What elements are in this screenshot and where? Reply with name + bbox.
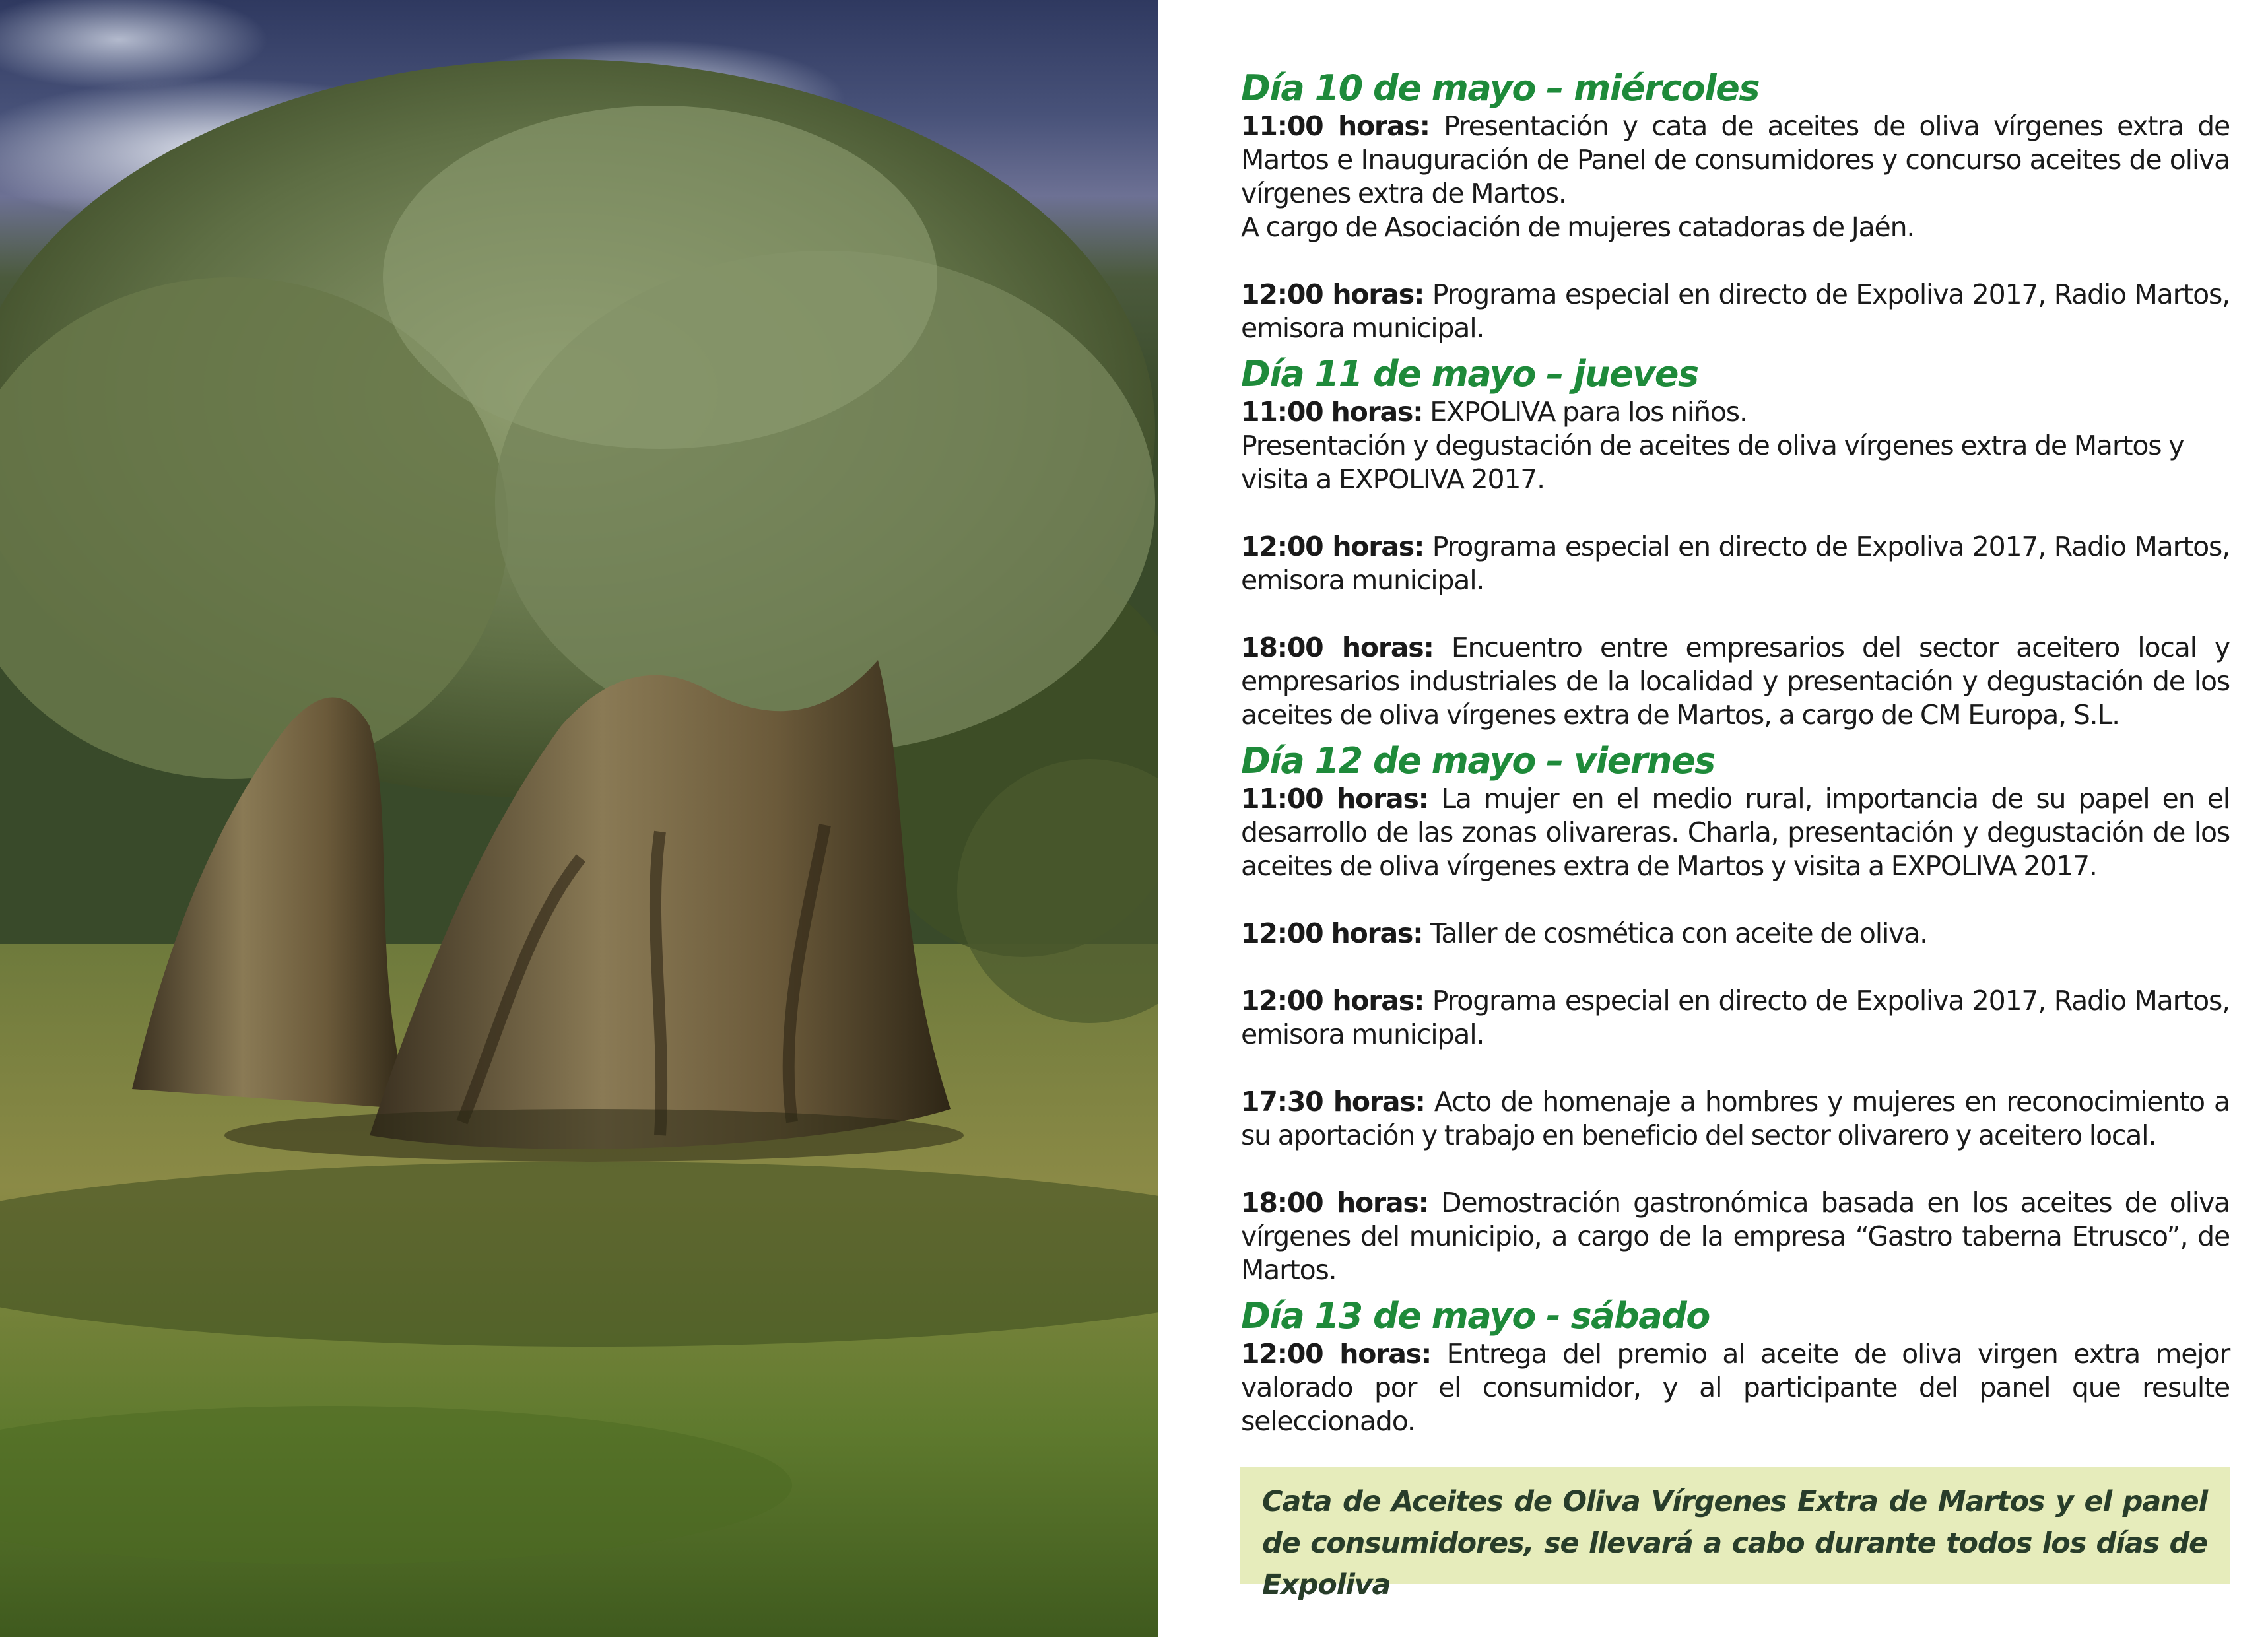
event-hours: 12:00 horas: xyxy=(1241,985,1424,1017)
day-title: Día 12 de mayo – viernes xyxy=(1241,740,1715,782)
day-block xyxy=(1241,1295,2230,1438)
event-item xyxy=(1241,984,2230,1052)
day-block xyxy=(1241,353,2230,732)
event-text: Programa especial en directo de Expoliva 2017, Radio Martos, emisora municipal. xyxy=(1241,279,2230,344)
event-item xyxy=(1241,110,2230,244)
day-block xyxy=(1241,67,2230,345)
event-item xyxy=(1241,782,2230,883)
event-text: Encuentro entre empresarios del sector aceitero local y empresarios industriales de la localidad y presentación y degustación de los aceites de oliva vírgenes extra de Martos, a cargo de CM Europa, S.L. xyxy=(1241,632,2230,731)
event-note: Presentación y degustación de aceites de oliva vírgenes extra de Martos y visita a EXPOLIVA 2017. xyxy=(1241,430,2184,495)
event-item xyxy=(1241,530,2230,597)
program-content xyxy=(1241,67,2230,1438)
event-hours: 18:00 horas: xyxy=(1241,1187,1428,1219)
closing-note-box xyxy=(1240,1467,2230,1601)
event-hours: 17:30 horas: xyxy=(1241,1086,1425,1118)
event-item xyxy=(1241,1085,2230,1153)
event-note: A cargo de Asociación de mujeres catadoras de Jaén. xyxy=(1241,211,1915,243)
event-hours: 11:00 horas: xyxy=(1241,110,1430,142)
event-item xyxy=(1241,395,2230,496)
event-item xyxy=(1241,278,2230,345)
day-title: Día 13 de mayo - sábado xyxy=(1241,1295,1710,1337)
closing-note-text: Cata de Aceites de Oliva Vírgenes Extra de Martos y el panel de consumidores, se llevará a cabo durante todos los días de Expoliva xyxy=(1262,1485,2207,1601)
event-text: Presentación y cata de aceites de oliva vírgenes extra de Martos e Inauguración de Panel de consumidores y concurso aceites de oliva vírgenes extra de Martos. xyxy=(1241,110,2230,209)
event-hours: 12:00 horas: xyxy=(1241,918,1423,949)
event-text: Acto de homenaje a hombres y mujeres en reconocimiento a su aportación y trabajo en beneficio del sector olivarero y aceitero local. xyxy=(1241,1086,2230,1151)
event-item xyxy=(1241,631,2230,732)
day-block xyxy=(1241,740,2230,1287)
event-item xyxy=(1241,1337,2230,1438)
event-item xyxy=(1241,917,2230,951)
event-text: Taller de cosmética con aceite de oliva. xyxy=(1430,918,1927,949)
event-text: Demostración gastronómica basada en los aceites de oliva vírgenes del municipio, a cargo de la empresa “Gastro taberna Etrusco”, de Martos. xyxy=(1241,1187,2230,1286)
day-title: Día 11 de mayo – jueves xyxy=(1241,353,1698,395)
event-text: Programa especial en directo de Expoliva 2017, Radio Martos, emisora municipal. xyxy=(1241,985,2230,1050)
event-hours: 12:00 horas: xyxy=(1241,531,1424,562)
event-text: Programa especial en directo de Expoliva 2017, Radio Martos, emisora municipal. xyxy=(1241,531,2230,596)
event-hours: 11:00 horas: xyxy=(1241,396,1423,428)
event-hours: 18:00 horas: xyxy=(1241,632,1434,663)
event-text: La mujer en el medio rural, importancia de su papel en el desarrollo de las zonas olivareras. Charla, presentación y degustación de los aceites de oliva vírgenes extra de Martos y visita a EXPOLIVA 2017. xyxy=(1241,783,2230,882)
event-item xyxy=(1241,1186,2230,1287)
event-hours: 12:00 horas: xyxy=(1241,1338,1432,1370)
event-hours: 11:00 horas: xyxy=(1241,783,1428,815)
day-title: Día 10 de mayo – miércoles xyxy=(1241,67,1759,109)
event-text: Entrega del premio al aceite de oliva virgen extra mejor valorado por el consumidor, y al participante del panel que resulte seleccionado. xyxy=(1241,1338,2230,1437)
event-text: EXPOLIVA para los niños. xyxy=(1430,396,1747,428)
event-hours: 12:00 horas: xyxy=(1241,279,1424,310)
